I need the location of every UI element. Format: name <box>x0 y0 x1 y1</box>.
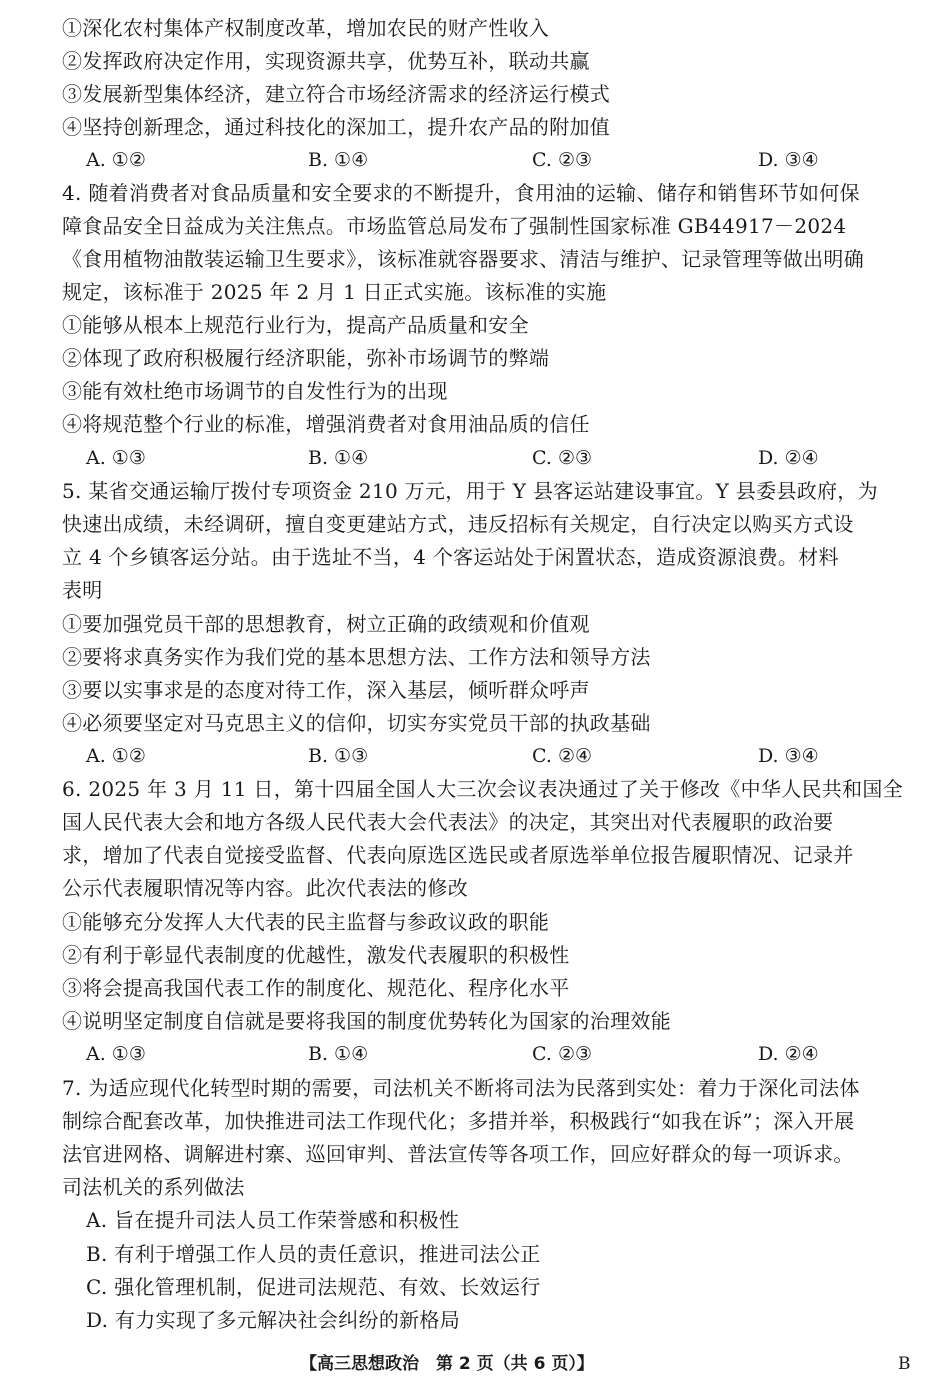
q5-stem-line-4: 表明 <box>62 578 103 602</box>
q3-statement-2: ②发挥政府决定作用，实现资源共享，优势互补，联动共赢 <box>62 49 590 73</box>
q6-option-b: B. ①④ <box>308 1043 369 1065</box>
q5-option-d: D. ③④ <box>758 745 819 767</box>
q5-option-a: A. ①② <box>86 745 146 767</box>
q6-option-a: A. ①③ <box>86 1043 146 1065</box>
q6-statement-2: ②有利于彰显代表制度的优越性，激发代表履职的积极性 <box>62 943 570 967</box>
q6-stem-line-3: 求，增加了代表自觉接受监督、代表向原选区选民或者原选举单位报告履职情况、记录并 <box>62 843 854 867</box>
q3-option-d: D. ③④ <box>758 149 819 171</box>
q3-option-a: A. ①② <box>86 149 146 171</box>
q7-stem-line-1: 7. 为适应现代化转型时期的需要，司法机关不断将司法为民落到实处：着力于深化司法体 <box>62 1076 860 1100</box>
q5-stem-line-2: 快速出成绩，未经调研，擅自变更建站方式，违反招标有关规定，自行决定以购买方式设 <box>62 512 854 536</box>
q4-statement-1: ①能够从根本上规范行业行为，提高产品质量和安全 <box>62 313 529 337</box>
q4-stem-line-2: 障食品安全日益成为关注焦点。市场监管总局发布了强制性国家标准 GB44917－2024 <box>62 214 847 238</box>
q7-stem-line-4: 司法机关的系列做法 <box>62 1175 245 1199</box>
q3-options <box>86 148 866 172</box>
q7-stem-line-2: 制综合配套改革，加快推进司法工作现代化；多措并举，积极践行“如我在诉”；深入开展 <box>62 1109 855 1133</box>
q5-options <box>86 744 866 768</box>
q6-option-c: C. ②③ <box>532 1043 593 1065</box>
q4-option-b: B. ①④ <box>308 447 369 469</box>
q3-option-c: C. ②③ <box>532 149 593 171</box>
q6-statement-3: ③将会提高我国代表工作的制度化、规范化、程序化水平 <box>62 976 570 1000</box>
q6-stem-line-4: 公示代表履职情况等内容。此次代表法的修改 <box>62 876 468 900</box>
footer-page-info: 【高三思想政治 第 2 页（共 6 页）】 <box>300 1354 594 1374</box>
q6-statement-1: ①能够充分发挥人大代表的民主监督与参政议政的职能 <box>62 910 550 934</box>
q6-stem-line-2: 国人民代表大会和地方各级人民代表大会代表法》的决定，其突出对代表履职的政治要 <box>62 810 834 834</box>
q6-stem-line-1: 6. 2025 年 3 月 11 日，第十四届全国人大三次会议表决通过了关于修改《中华人民共和国全 <box>62 777 903 801</box>
q4-statement-4: ④将规范整个行业的标准，增强消费者对食用油品质的信任 <box>62 412 590 436</box>
q7-option-b: B. 有利于增强工作人员的责任意识，推进司法公正 <box>86 1242 541 1266</box>
q5-option-b: B. ①③ <box>308 745 369 767</box>
q5-statement-3: ③要以实事求是的态度对待工作，深入基层，倾听群众呼声 <box>62 678 590 702</box>
q4-option-a: A. ①③ <box>86 447 146 469</box>
q5-option-c: C. ②④ <box>532 745 593 767</box>
q3-statement-3: ③发展新型集体经济，建立符合市场经济需求的经济运行模式 <box>62 82 611 106</box>
q3-statement-4: ④坚持创新理念，通过科技化的深加工，提升农产品的附加值 <box>62 115 611 139</box>
q4-options <box>86 446 866 470</box>
q5-statement-1: ①要加强党员干部的思想教育，树立正确的政绩观和价值观 <box>62 612 590 636</box>
q7-option-c: C. 强化管理机制，促进司法规范、有效、长效运行 <box>86 1275 541 1299</box>
q4-stem-line-1: 4. 随着消费者对食品质量和安全要求的不断提升，食用油的运输、储存和销售环节如何保 <box>62 181 860 205</box>
q4-statement-3: ③能有效杜绝市场调节的自发性行为的出现 <box>62 379 448 403</box>
page-footer <box>0 1352 950 1376</box>
q7-stem-line-3: 法官进网格、调解进村寨、巡回审判、普法宣传等各项工作，回应好群众的每一项诉求。 <box>62 1142 854 1166</box>
q3-option-b: B. ①④ <box>308 149 369 171</box>
q7-option-d: D. 有力实现了多元解决社会纠纷的新格局 <box>86 1308 461 1332</box>
q4-stem-line-3: 《食用植物油散装运输卫生要求》，该标准就容器要求、清洁与维护、记录管理等做出明确 <box>62 247 864 271</box>
q5-statement-2: ②要将求真务实作为我们党的基本思想方法、工作方法和领导方法 <box>62 645 651 669</box>
q6-options <box>86 1042 866 1066</box>
q4-stem-line-4: 规定，该标准于 2025 年 2 月 1 日正式实施。该标准的实施 <box>62 280 607 304</box>
q4-statement-2: ②体现了政府积极履行经济职能，弥补市场调节的弊端 <box>62 346 550 370</box>
q5-statement-4: ④必须要坚定对马克思主义的信仰，切实夯实党员干部的执政基础 <box>62 711 651 735</box>
q6-statement-4: ④说明坚定制度自信就是要将我国的制度优势转化为国家的治理效能 <box>62 1009 671 1033</box>
q5-stem-line-1: 5. 某省交通运输厅拨付专项资金 210 万元，用于 Y 县客运站建设事宜。Y 县委县政府，为 <box>62 479 878 503</box>
q5-stem-line-3: 立 4 个乡镇客运分站。由于选址不当，4 个客运站处于闲置状态，造成资源浪费。材料 <box>62 545 839 569</box>
q4-option-d: D. ②④ <box>758 447 819 469</box>
q6-option-d: D. ②④ <box>758 1043 819 1065</box>
footer-paper-version: B <box>898 1354 911 1374</box>
q7-option-a: A. 旨在提升司法人员工作荣誉感和积极性 <box>86 1208 460 1232</box>
q3-statement-1: ①深化农村集体产权制度改革，增加农民的财产性收入 <box>62 16 550 40</box>
q4-option-c: C. ②③ <box>532 447 593 469</box>
